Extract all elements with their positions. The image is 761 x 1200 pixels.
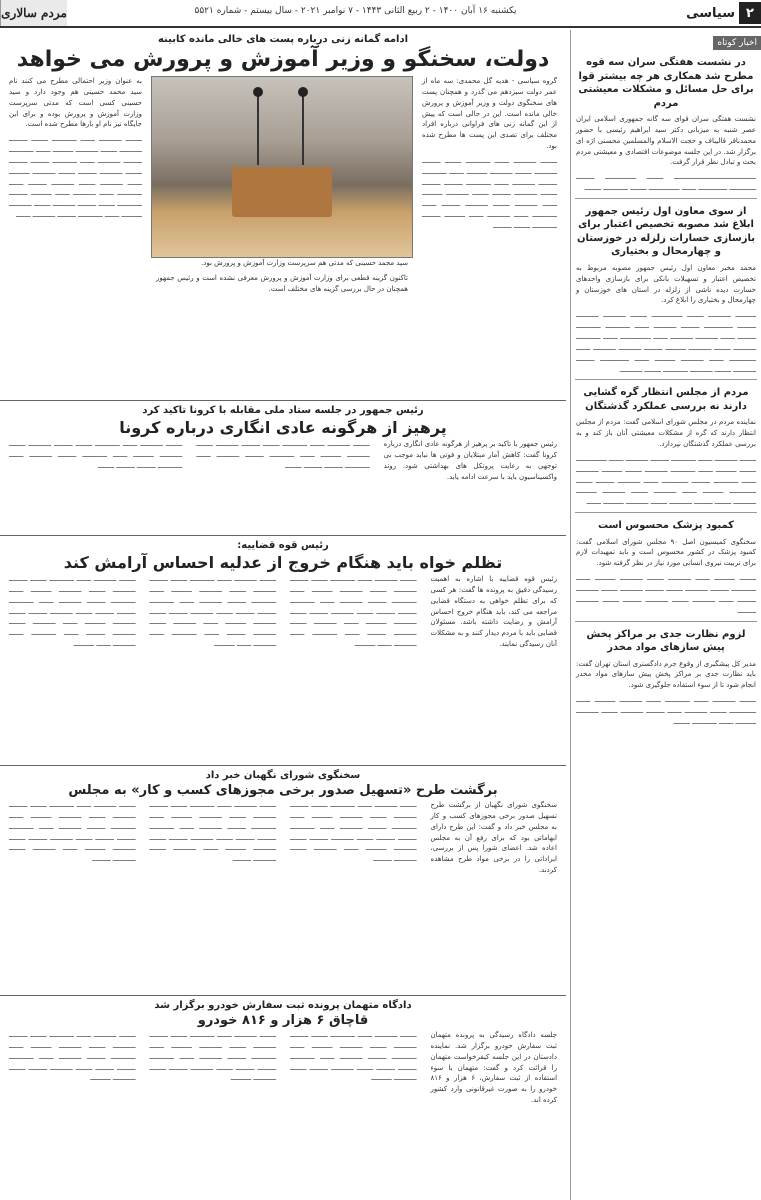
lead-columns <box>0 76 566 299</box>
story-guardian-council <box>0 765 566 996</box>
story4-kicker: سخنگوی شورای نگهبان خبر داد <box>205 770 361 781</box>
brief-body: مدیر کل پیشگیری از وقوع جرم دادگستری استان تهران گفت: باید نظارت جدی بر مراکز پخش پیش سازهای مواد مخدر انجام شود تا از سوء استفاده جلوگیری شود. <box>576 659 756 690</box>
brief-body: نشست هفتگی سران قوای سه گانه جمهوری اسلامی ایران عصر شنبه به میزبانی دکتر سید ابراهیم رئیسی با حضور محمدباقر قالیباف و حجت الاسلام والمسلمین محسنی اژه ای برگزار شد. در این جلسه موضوعات اقتصادی و معیشتی مردم بحث و تبادل نظر قرار گرفت. <box>576 115 756 167</box>
story4-filler: ــــــــ ـــــــــــ ـــــــ ــــــــــــ ــــــــ ـــــــــ ـــــــــــ ــــــــ ـــــــــــ ــــــــــ ـــــــ ــــــــــــ ـــــــــ ـــــــــــ ـــــــ ــــــــــــ ـــــــــ ـــــــــ ــــــــ ـــــــــــ ـــــــــ ــــــــ ـــــــــــ ــــــــــ ـــــــ ـــــــــــ ــــــــ ـــــــــــ ـــــــــ <box>9 801 136 864</box>
lead-body-a: گروه سیاسی - هدیه گل محمدی: سه ماه از عمر دولت سیزدهم می گذرد و همچنان پست های سخنگوی دولت و وزیر آموزش و پرورش خالی مانده است. این در حالی است که پیش از این گمانه زنی های فراوانی درباره افراد مختلف برای تصدی این پست ها مطرح شده بود. <box>422 77 557 151</box>
brief-body: محمد مخبر معاون اول رئیس جمهور مصوبه مربوط به تخصیص اعتبار و تسهیلات بانکی برای بازسازی واحدهای خسارت دیده ناشی از زلزله در استان های خوزستان و چهارمحال و بختیاری را ابلاغ کرد. <box>576 263 756 305</box>
story4-column <box>145 800 282 880</box>
story3-filler: ــــــــ ـــــــــــ ـــــــ ــــــــــــ ــــــــ ـــــــــ ـــــــــــ ــــــــ ـــــــــــ ــــــــــ ـــــــ ــــــــــــ ـــــــــ ـــــــــــ ـــــــ ــــــــــــ ـــــــــ ـــــــــ ــــــــ ـــــــــــ ـــــــــ ــــــــ ـــــــــــ ــــــــــ ـــــــ ـــــــــــ ــــــــ ـــــــــــ ـــــــــ ـــــــ ــــــــــــ ـــــــ ـــــــــــ ـــــــ ــــــــــ <box>9 575 136 649</box>
brief-body-cont: ــــــــــ ـــــــــــ ــــــــ ـــــــــــــــ ــــــــ ـــــــــــ ـــــــــــ ـــــــــ ــــــــــــــ ـــــــــ ـــــــــــ ـــــــ ــــــــــــ ــــــــــــ ـــــــــ ـــــــ ـــــــــــ ـــــــــــ ـــــــ ـــــــــــــــ ـــــــ ــــــــــــ ـــــــــــ ــــــــ ـــــــــــ ــــــــــ ـــــــــ ـــــــــــ ـــــــــــ ـــــــ ـــــــــــــ ـــــــ ـــــــــــ ــــــــــ ـــــــ ــــــــــــــ ـــــــــ ـــــــــــ ــــــــ ـــــــــــ ــــــــــــ ــــــــ ـــــــــــ <box>576 311 756 374</box>
news-briefs-column <box>570 30 761 1200</box>
story5-columns <box>0 1030 566 1110</box>
brief-body-cont: ــــــــــــــــــــــــــــــــــــــــ ــــــــ ـــــــــــــــ ـــــــــ ـــــــــــــ ــــــــــــــ ـــــــ ـــــــــــــــ ــــــــ ــــــــــــ ــــــــ <box>576 173 756 193</box>
issue-date-line: یکشنبه ۱۶ آبان ۱۴۰۰ - ۲ ربیع الثانی ۱۴۴۳ - ۷ نوامبر ۲۰۲۱ - سال بیستم - شماره ۵۵۲۱ <box>194 6 517 16</box>
page-number: ۲ <box>739 2 761 24</box>
story2-column <box>4 439 187 486</box>
lead-photo-column <box>151 76 413 299</box>
lead-headline: دولت، سخنگو و وزیر آموزش و پرورش می خواهد <box>16 47 550 72</box>
story4-column <box>426 800 563 880</box>
story-car-smuggling <box>0 995 566 1200</box>
story2-columns <box>0 439 566 486</box>
story4-column <box>4 800 141 880</box>
brief-title: کمبود پزشک محسوس است <box>598 520 734 532</box>
story5-filler: ــــــــ ـــــــــــ ـــــــ ــــــــــــ ــــــــ ـــــــــ ـــــــــــ ــــــــ ـــــــــــ ــــــــــ ـــــــ ــــــــــــ ـــــــــ ـــــــــــ ـــــــ ــــــــــــ ـــــــــ ـــــــــ ــــــــ ـــــــــــ ـــــــــ ــــــــ ـــــــــــ ــــــــــ <box>290 1031 417 1083</box>
brief-body: نماینده مردم در مجلس شورای اسلامی گفت: مردم از مجلس انتظار دارند که گره از مشکلات معیشتی آنان باز کند و به بررسی عملکرد گذشتگان نپردازد. <box>576 418 756 449</box>
story4-filler: ــــــــ ـــــــــــ ـــــــ ــــــــــــ ــــــــ ـــــــــ ـــــــــــ ــــــــ ـــــــــــ ــــــــــ ـــــــ ــــــــــــ ـــــــــ ـــــــــــ ـــــــ ــــــــــــ ـــــــــ ـــــــــ ــــــــ ـــــــــــ ـــــــــ ــــــــ ـــــــــــ ــــــــــ ـــــــ ـــــــــــ ــــــــ ـــــــــــ ـــــــــ <box>290 801 417 864</box>
lead-kicker: ادامه گمانه زنی درباره پست های خالی مانده کابینه <box>157 34 408 45</box>
story5-filler: ــــــــ ـــــــــــ ـــــــ ــــــــــــ ــــــــ ـــــــــ ـــــــــــ ــــــــ ـــــــــــ ــــــــــ ـــــــ ــــــــــــ ـــــــــ ـــــــــــ ـــــــ ــــــــــــ ـــــــــ ـــــــــ ــــــــ ـــــــــــ ـــــــــ ــــــــ ـــــــــــ ــــــــــ <box>149 1031 276 1083</box>
brief-title: در نشست هفتگی سران سه قوه مطرح شد همکاری هر چه بیشتر قوا برای حل مسائل و مشکلات معیشتی مردم <box>578 57 754 109</box>
newspaper-logo: مردم سالاری <box>0 0 67 26</box>
story3-filler: ــــــــ ـــــــــــ ـــــــ ــــــــــــ ــــــــ ـــــــــ ـــــــــــ ــــــــ ـــــــــــ ــــــــــ ـــــــ ــــــــــــ ـــــــــ ـــــــــــ ـــــــ ــــــــــــ ـــــــــ ـــــــــ ــــــــ ـــــــــــ ـــــــــ ــــــــ ـــــــــــ ــــــــــ ـــــــ ـــــــــــ ــــــــ ـــــــــــ ـــــــــ ـــــــ ــــــــــــ ـــــــ ـــــــــــ ـــــــ ــــــــــ <box>290 575 417 649</box>
podium-shape <box>232 167 332 217</box>
story4-filler: ــــــــ ـــــــــــ ـــــــ ــــــــــــ ــــــــ ـــــــــ ـــــــــــ ــــــــ ـــــــــــ ــــــــــ ـــــــ ــــــــــــ ـــــــــ ـــــــــــ ـــــــ ــــــــــــ ـــــــــ ـــــــــ ــــــــ ـــــــــــ ـــــــــ ــــــــ ـــــــــــ ــــــــــ ـــــــ ـــــــــــ ــــــــ ـــــــــــ ـــــــــ <box>149 801 276 864</box>
story5-column <box>285 1030 422 1110</box>
story5-kicker: دادگاه متهمان پرونده ثبت سفارش خودرو برگزار شد <box>154 1000 412 1011</box>
story3-column <box>4 574 141 654</box>
masthead <box>0 0 761 28</box>
story2-column <box>379 439 562 486</box>
lead-column-1 <box>417 76 562 299</box>
story2-kicker: رئیس جمهور در جلسه ستاد ملی مقابله با کرونا تاکید کرد <box>142 405 424 416</box>
story3-kicker: رئیس قوه قضاییه: <box>237 540 329 551</box>
lead-body-b: به عنوان وزیر احتمالی مطرح می کنند نام سید محمد حسینی هم وجود دارد و سید حسینی کسی است که مدتی سرپرست وزارت آموزش و پرورش بوده و برای این جایگاه نیز نام او بارها مطرح شده است. <box>9 77 142 129</box>
microphone-icon <box>302 95 304 165</box>
story2-body: رئیس جمهور با تاکید بر پرهیز از هرگونه عادی انگاری درباره کرونا گفت: کاهش آمار مبتلایان و فوتی ها نباید موجب بی توجهی به رعایت پروتکل های بهداشتی شود. روند واکسیناسیون باید با سرعت ادامه یابد. <box>383 440 557 481</box>
divider <box>575 621 757 622</box>
briefs-tab: اخبار کوتاه <box>713 36 761 50</box>
brief-title: مردم از مجلس انتظار گره گشایی دارند نه بررسی عملکرد گذشتگان <box>583 387 749 412</box>
photo-caption: سید محمد حسینی که مدتی هم سرپرست وزارت آموزش و پرورش بود. <box>201 259 408 267</box>
divider <box>575 379 757 380</box>
story3-column <box>285 574 422 654</box>
lead-photo <box>151 76 413 258</box>
story3-body: رئیس قوه قضاییه با اشاره به اهمیت رسیدگی دقیق به پرونده ها گفت: هر کسی که برای تظلم خواهی به دستگاه قضایی مراجعه می کند، باید هنگام خروج احساس آرامش و رضایت داشته باشد. مسئولان قضایی باید با مردم دیدار کنند و به مشکلات آنان رسیدگی نمایند. <box>430 575 557 649</box>
divider <box>575 512 757 513</box>
lead-filler: ــــــــ ـــــــــــ ـــــــ ــــــــــــ ــــــــ ـــــــــ ـــــــــــ ــــــــ ـــــــــــ ــــــــــ ـــــــ ــــــــــــ ـــــــــ ـــــــــــ ـــــــ ــــــــــــ ـــــــــ ـــــــــ ــــــــ ـــــــــــ ـــــــــ ــــــــ ـــــــــــ ــــــــــ ـــــــ ـــــــــــ ــــــــ ـــــــــــ ـــــــــ ـــــــ ــــــــــــ ـــــــ ـــــــــــ ـــــــ ــــــــــ ـــــــــ ــــــــــــ ــــــــ ـــــــــ ـــــــــــ ــــــــ ـــــــــــ ــــــــــ ـــــــ ــــــــــــ ـــــــــ ـــــــــــ ـــــــ <box>9 135 142 220</box>
story3-headline: تظلم خواه باید هنگام خروج از عدلیه احساس آرامش کند <box>63 553 503 572</box>
story2-column <box>191 439 374 486</box>
story3-column <box>426 574 563 654</box>
lead-body-c: تاکنون گزینه قطعی برای وزارت آموزش و پرورش معرفی نشده است و رئیس جمهور همچنان در حال بررسی گزینه های مختلف است. <box>156 273 408 293</box>
story4-headline: برگشت طرح «تسهیل صدور برخی مجوزهای کسب و کار» به مجلس <box>68 783 498 798</box>
lead-filler: ــــــــ ـــــــــــ ـــــــ ــــــــــــ ــــــــ ـــــــــ ـــــــــــ ــــــــ ـــــــــــ ــــــــــ ـــــــ ــــــــــــ ـــــــــ ـــــــــــ ـــــــ ــــــــــــ ـــــــــ ـــــــــ ــــــــ ـــــــــــ ـــــــــ ــــــــ ـــــــــــ ــــــــــ ـــــــ ـــــــــــ ــــــــ ـــــــــــ ـــــــــ ـــــــ ــــــــــــ ـــــــ ـــــــــــ ـــــــ ــــــــــ ـــــــــ ــــــــــــ ــــــــ ـــــــــ <box>422 156 557 230</box>
story3-columns <box>0 574 566 654</box>
divider <box>575 198 757 199</box>
story2-filler: ــــــــ ـــــــــــ ـــــــ ــــــــــــ ــــــــ ـــــــــ ـــــــــــ ــــــــ ـــــــــــ ــــــــــ ـــــــ ــــــــــــ ـــــــــ ـــــــــــ ـــــــ ــــــــــــ ـــــــــ ـــــــــ ــــــــ <box>196 440 370 470</box>
story4-column <box>285 800 422 880</box>
story5-body: جلسه دادگاه رسیدگی به پرونده متهمان ثبت سفارش خودرو برگزار شد. نماینده دادستان در این جلسه کیفرخواست متهمان را قرائت کرد و گفت: متهمان با سوء استفاده از ثبت سفارش، ۶ هزار و ۸۱۶ خودرو را به صورت غیرقانونی وارد کشور کرده اند. <box>430 1031 558 1105</box>
story3-filler: ــــــــ ـــــــــــ ـــــــ ــــــــــــ ــــــــ ـــــــــ ـــــــــــ ــــــــ ـــــــــــ ــــــــــ ـــــــ ــــــــــــ ـــــــــ ـــــــــــ ـــــــ ــــــــــــ ـــــــــ ـــــــــ ــــــــ ـــــــــــ ـــــــــ ــــــــ ـــــــــــ ــــــــــ ـــــــ ـــــــــــ ــــــــ ـــــــــــ ـــــــــ ـــــــ ــــــــــــ ـــــــ ـــــــــــ ـــــــ ــــــــــ <box>149 575 276 649</box>
brief-body-cont: ــــــــ ـــــــــــ ـــــــ ــــــــــــ ـــــــــ ـــــــــــ ـــــــ ـــــــــــــــ ــــــــ ــــــــــ ـــــــ ــــــــــــ ـــــــــــ ــــــــ ــــــــــ ـــــــــــ ـــــــ ــــــــــــ ـــــــــ ـــــــــــــ ـــــــ ـــــــــــ ـــــــــ ــــــــ ـــــــــــــ ــــــــــ ـــــــ ـــــــــــ ــــــــ ـــــــــــ ــــــــــ ـــــــــــ ــــــــ ـــــــــ ـــــــــــ ــــــــ ـــــــــــ ــــــــــ ـــــــ <box>576 454 756 507</box>
story5-headline: قاچاق ۶ هزار و ۸۱۶ خودرو <box>197 1013 369 1028</box>
story2-filler: ــــــــ ـــــــــــ ـــــــ ــــــــــــ ــــــــ ـــــــــ ـــــــــــ ــــــــ ـــــــــــ ــــــــــ ـــــــ ــــــــــــ ـــــــــ ـــــــــــ ـــــــ ــــــــــــ ـــــــــ ـــــــــ ــــــــ <box>9 440 183 470</box>
lead-story <box>0 30 566 400</box>
brief-title: لزوم نظارت جدی بر مراکز پخش پیش سازهای مواد مخدر <box>586 628 746 653</box>
brief-body: سخنگوی کمیسیون اصل ۹۰ مجلس شورای اسلامی گفت: کمبود پزشک در کشور محسوس است و باید تمهیدات لازم برای تربیت نیروی انسانی مورد نیاز در نظر گرفته شود. <box>576 537 756 568</box>
lead-column-3 <box>4 76 147 299</box>
brief-body-cont: ــــــــ ــــــــــ ـــــــ ـــــــــــ ــــــــ ـــــــــــ ــــــــــ ـــــــ ــــــــــــ ـــــــــ ـــــــــــ ــــــــ ـــــــــ ـــــــــــ ــــــــ ـــــــــــ ـــــــــ ـــــــ ـــــــــــ ــــــــ ـــــــــــ ـــــــــ ــــــــ ـــــــــــ ـــــــــ <box>576 574 756 615</box>
story-judiciary <box>0 535 566 766</box>
story-corona <box>0 400 566 536</box>
page-header <box>686 0 761 26</box>
story5-column <box>426 1030 563 1110</box>
story4-columns <box>0 800 566 880</box>
brief-body-cont: ــــــــ ـــــــــــ ـــــــ ــــــــــــ ـــــــ ـــــــــــ ــــــــــ ـــــــ ـــــــــــــ ــــــــ ـــــــــــ ـــــــ ـــــــــ ـــــــــــ ــــــــ ـــــــــــ ــــــــــ ـــــــ ــــــــــــ ــــــــ <box>576 696 756 726</box>
story2-headline: پرهیز از هرگونه عادی انگاری درباره کرونا <box>119 418 447 437</box>
section-name: سیاسی <box>686 5 735 21</box>
story5-filler: ــــــــ ـــــــــــ ـــــــ ــــــــــــ ــــــــ ـــــــــ ـــــــــــ ــــــــ ـــــــــــ ــــــــــ ـــــــ ــــــــــــ ـــــــــ ـــــــــــ ـــــــ ــــــــــــ ـــــــــ ـــــــــ ــــــــ ـــــــــــ ـــــــــ ــــــــ ـــــــــــ ــــــــــ <box>9 1031 136 1083</box>
story4-body: سخنگوی شورای نگهبان از برگشت طرح تسهیل صدور برخی مجوزهای کسب و کار به مجلس خبر داد و گفت: این طرح دارای ابهاماتی بود که برای رفع آن به مجلس اعاده شد. اعضای شورا پس از بررسی، ایراداتی را در برخی مواد طرح مشاهده کردند. <box>430 801 557 875</box>
main-content <box>0 30 566 1200</box>
story5-column <box>4 1030 141 1110</box>
story3-column <box>145 574 282 654</box>
story5-column <box>145 1030 282 1110</box>
microphone-icon <box>257 95 259 165</box>
brief-title: از سوی معاون اول رئیس جمهور ابلاغ شد مصوبه تخصیص اعتبار برای بازسازی خسارات زلزله در خوزستان و چهارمحال و بختیاری <box>577 205 755 258</box>
